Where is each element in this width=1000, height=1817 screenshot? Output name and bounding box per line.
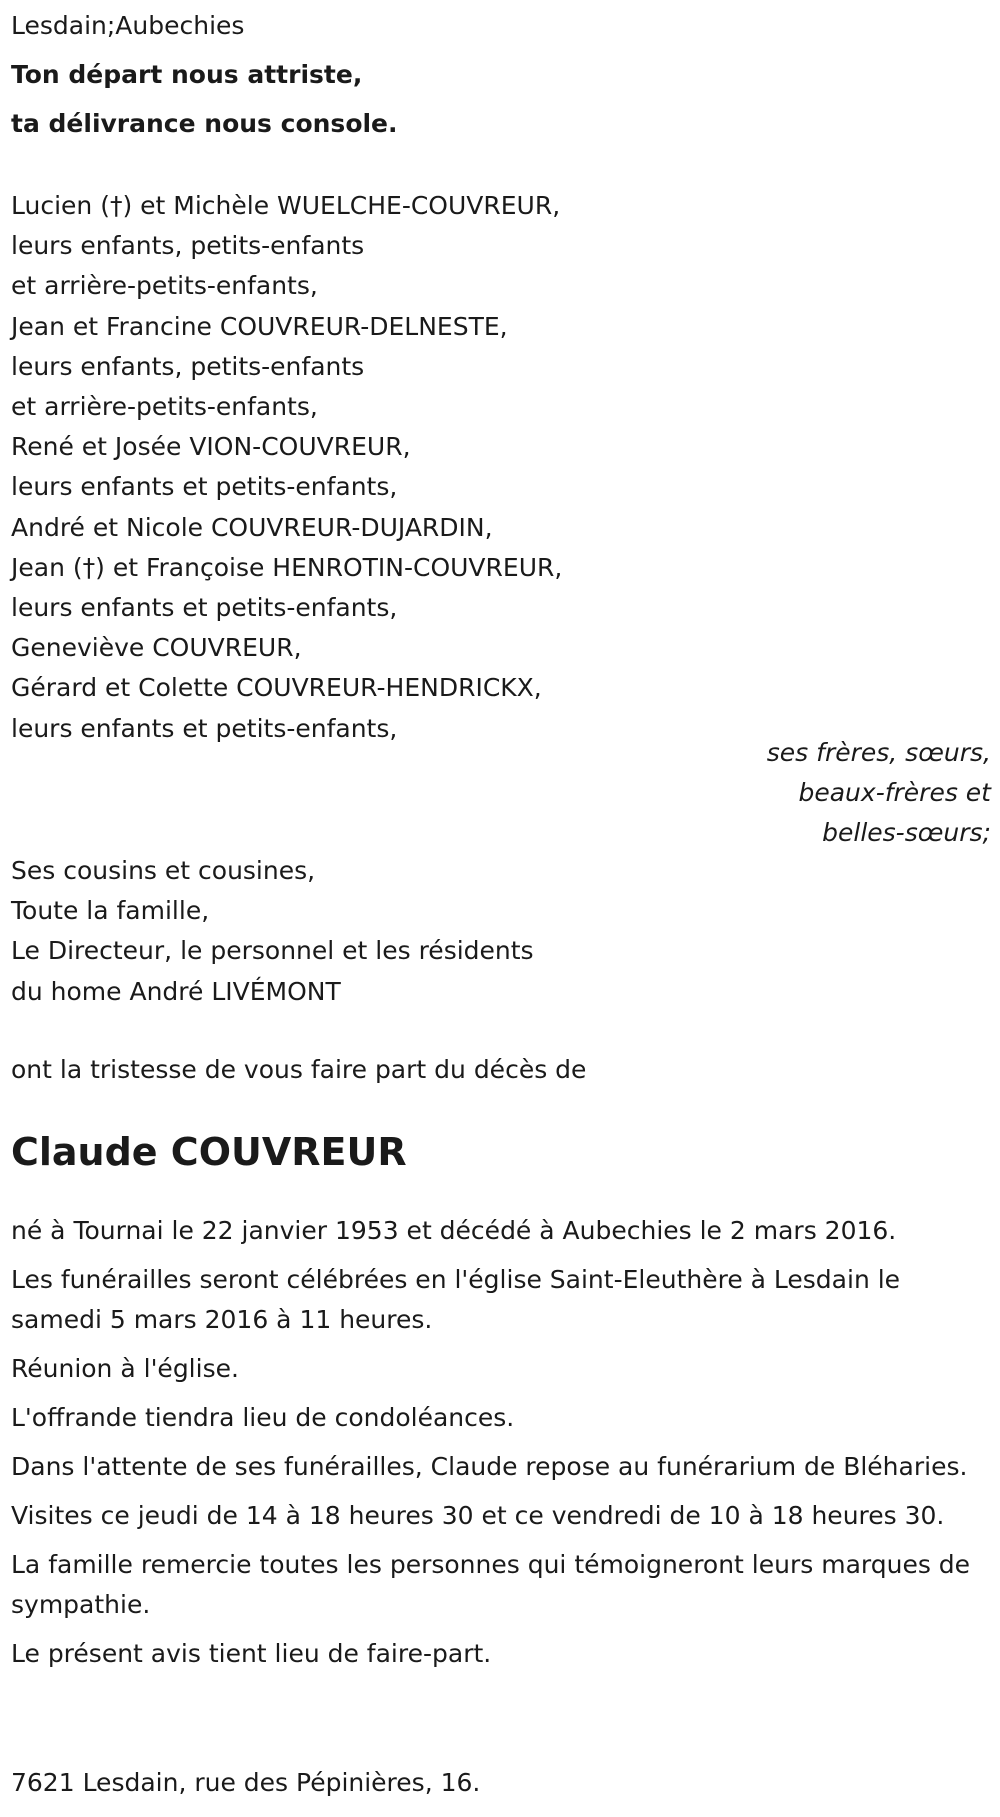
family-line: Gérard et Colette COUVREUR-HENDRICKX, — [11, 673, 542, 703]
deceased-name: Claude COUVREUR — [11, 1130, 407, 1174]
detail-paragraph: né à Tournai le 22 janvier 1953 et décédé à Aubechies le 2 mars 2016. — [11, 1216, 897, 1245]
family-address: 7621 Lesdain, rue des Pépinières, 16. — [11, 1768, 481, 1797]
relation-line: beaux-frères et — [798, 778, 991, 807]
mourner-line: Le Directeur, le personnel et les résidents — [11, 936, 534, 966]
family-line: leurs enfants et petits-enfants, — [11, 713, 398, 743]
family-line: René et Josée VION-COUVREUR, — [11, 432, 411, 462]
family-list — [11, 186, 562, 749]
family-line: André et Nicole COUVREUR-DUJARDIN, — [11, 512, 493, 542]
detail-paragraph: Réunion à l'église. — [11, 1354, 239, 1383]
family-line: Lucien (†) et Michèle WUELCHE-COUVREUR, — [11, 191, 561, 220]
funeral-details — [11, 1211, 986, 1683]
family-line: leurs enfants et petits-enfants, — [11, 472, 398, 502]
relation-line: belles-sœurs; — [822, 818, 991, 847]
quote-line-2: ta délivrance nous console. — [11, 109, 398, 138]
family-line: Jean (†) et Françoise HENROTIN-COUVREUR, — [11, 552, 563, 582]
family-line: leurs enfants et petits-enfants, — [11, 593, 398, 623]
detail-paragraph: Le présent avis tient lieu de faire-part. — [11, 1639, 492, 1668]
family-line: Jean et Francine COUVREUR-DELNESTE, — [11, 311, 508, 341]
relation-line: ses frères, sœurs, — [766, 738, 991, 767]
other-mourners — [11, 851, 534, 1012]
mourner-line: Ses cousins et cousines, — [11, 856, 316, 885]
announcement-intro: ont la tristesse de vous faire part du décès de — [11, 1055, 587, 1084]
family-line: et arrière-petits-enfants, — [11, 271, 318, 301]
family-line: Geneviève COUVREUR, — [11, 633, 302, 663]
family-line: leurs enfants, petits-enfants — [11, 231, 365, 261]
mourner-line: du home André LIVÉMONT — [11, 976, 341, 1006]
detail-paragraph: Visites ce jeudi de 14 à 18 heures 30 et ce vendredi de 10 à 18 heures 30. — [11, 1501, 945, 1530]
family-line: et arrière-petits-enfants, — [11, 392, 318, 422]
relation-note — [691, 733, 991, 853]
detail-paragraph: La famille remercie toutes les personnes qui témoigneront leurs marques de sympathie. — [11, 1550, 971, 1619]
detail-paragraph: Dans l'attente de ses funérailles, Claude repose au funérarium de Bléharies. — [11, 1452, 968, 1481]
quote-line-1: Ton départ nous attriste, — [11, 60, 363, 89]
mourner-line: Toute la famille, — [11, 896, 210, 926]
detail-paragraph: L'offrande tiendra lieu de condoléances. — [11, 1403, 515, 1432]
family-line: leurs enfants, petits-enfants — [11, 351, 365, 381]
detail-paragraph: Les funérailles seront célébrées en l'église Saint-Eleuthère à Lesdain le samedi 5 mars 2016 à 11 heures. — [11, 1265, 901, 1334]
location-header: Lesdain;Aubechies — [11, 11, 245, 40]
